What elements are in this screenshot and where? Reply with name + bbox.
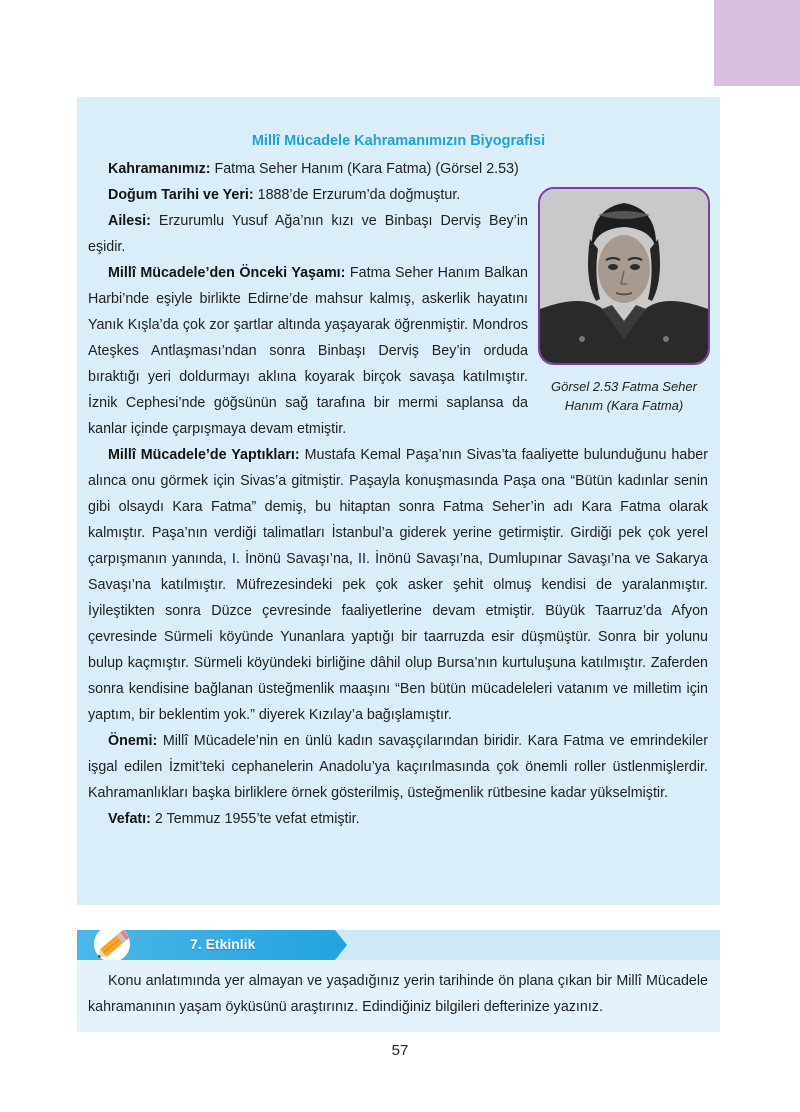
photo-caption: Görsel 2.53 Fatma Seher Hanım (Kara Fatma) [551, 379, 697, 413]
hero-label: Kahramanımız: [108, 161, 211, 177]
birth-label: Doğum Tarihi ve Yeri: [108, 187, 254, 203]
biography-upper-text [88, 156, 528, 442]
corner-tab [714, 0, 800, 86]
biography-lower-text [88, 442, 708, 832]
portrait-photo [538, 187, 710, 365]
importance-label: Önemi: [108, 733, 158, 749]
activity-title: 7. Etkinlik [190, 936, 256, 952]
family-value: Erzurumlu Yusuf Ağa’nın kızı ve Binbaşı Derviş Bey’in eşidir. [88, 213, 528, 255]
pencil-icon [92, 924, 136, 964]
during-value: Mustafa Kemal Paşa’nın Sivas’ta faaliyette bulunduğunu haber alınca onu görmek için Sivas’a gitmiştir. Paşayla konuşmasında Paşa ona “Bütün kadınlar senin gibi olsaydı Kara Fatma” demiş, bu hitaptan sonra Fatma Seher’in adı Kara Fatma olarak kalmıştır. Paşa’nın verdiği talimatları İstanbul’a giderek yerine getirmiştir. Girdiği pek çok yerel çarpışmanın yanında, I. İnönü Savaşı’na, II. İnönü Savaşı’na, Dumlupınar Savaşı’na ve Sakarya Savaşı’na katılmıştır. Müfrezesindeki pek çok asker şehit olmuş kendisi de yaralanmıştır. İyileştikten sonra Düzce çevresinde faaliyetlerine devam etmiştir. Büyük Taarruz’da Afyon çevresinde Sürmeli köyünde Yunanlara yaptığı bir taarruzda esir düşmüştür. Sonra bir yolunu bulup kaçmıştır. Sürmeli köyündeki birliğine dâhil olup Bursa’nın kurtuluşuna katılmıştır. Zaferden sonra kendisine bağlanan üsteğmenlik maaşını “Ben bütün mücadeleleri vatanım ve milletim için yaptım, bir beklentim yok.” diyerek Kızılay’a bağışlamıştır. [88, 447, 708, 723]
activity-text-container [88, 968, 708, 1020]
biography-title: Millî Mücadele Kahramanımızın Biyografisi [251, 133, 546, 149]
birth-value: 1888’de Erzurum’da doğmuştur. [253, 187, 461, 203]
death-value: 2 Temmuz 1955’te vefat etmiştir. [150, 811, 360, 827]
birth-paragraph [88, 182, 528, 208]
family-paragraph [88, 208, 528, 260]
during-label: Millî Mücadele’de Yaptıkları: [108, 447, 300, 463]
family-label: Ailesi: [108, 213, 151, 229]
activity-text: Konu anlatımında yer almayan ve yaşadığınız yerin tarihinde ön plana çıkan bir Millî Mücadele kahramanının yaşam öyküsünü araştırınız. Edindiğiniz bilgileri defterinize yazınız. [88, 973, 708, 1015]
page-number: 57 [391, 1042, 409, 1059]
hero-value: Fatma Seher Hanım (Kara Fatma) (Görsel 2.53) [210, 161, 519, 177]
hero-paragraph [88, 156, 528, 182]
before-label: Millî Mücadele’den Önceki Yaşamı: [108, 265, 346, 281]
during-paragraph [88, 442, 708, 728]
before-value: Fatma Seher Hanım Balkan Harbi’nde eşiyle birlikte Edirne’de mahsur kalmış, askerlik hayatını Yanık Kışla’da çok zor şartlar altında yaşayarak öğrenmiştir. Mondros Ateşkes Antlaşması’ndan sonra Binbaşı Derviş Bey’in orduda bıraktığı yeri doldurmayı aklına koyarak birçok savaşa katılmıştır. İznik Cephesi’nde göğsünün sağ tarafına bir mermi saplansa da kanlar içinde çarpışmaya devam etmiştir. [88, 265, 528, 437]
importance-paragraph [88, 728, 708, 806]
importance-value: Millî Mücadele’nin en ünlü kadın savaşçılarından biridir. Kara Fatma ve emrindekiler işgal edilen İzmit’teki cephanelerin Anadolu’ya kaçırılmasında çok önemli roller üstlenmişlerdir. Kahramanlıkları başka birliklere örnek gösterilmiş, üsteğmenlik rütbesine kadar yükselmiştir. [88, 733, 708, 801]
death-paragraph [88, 806, 708, 832]
death-label: Vefatı: [108, 811, 151, 827]
before-paragraph [88, 260, 528, 442]
